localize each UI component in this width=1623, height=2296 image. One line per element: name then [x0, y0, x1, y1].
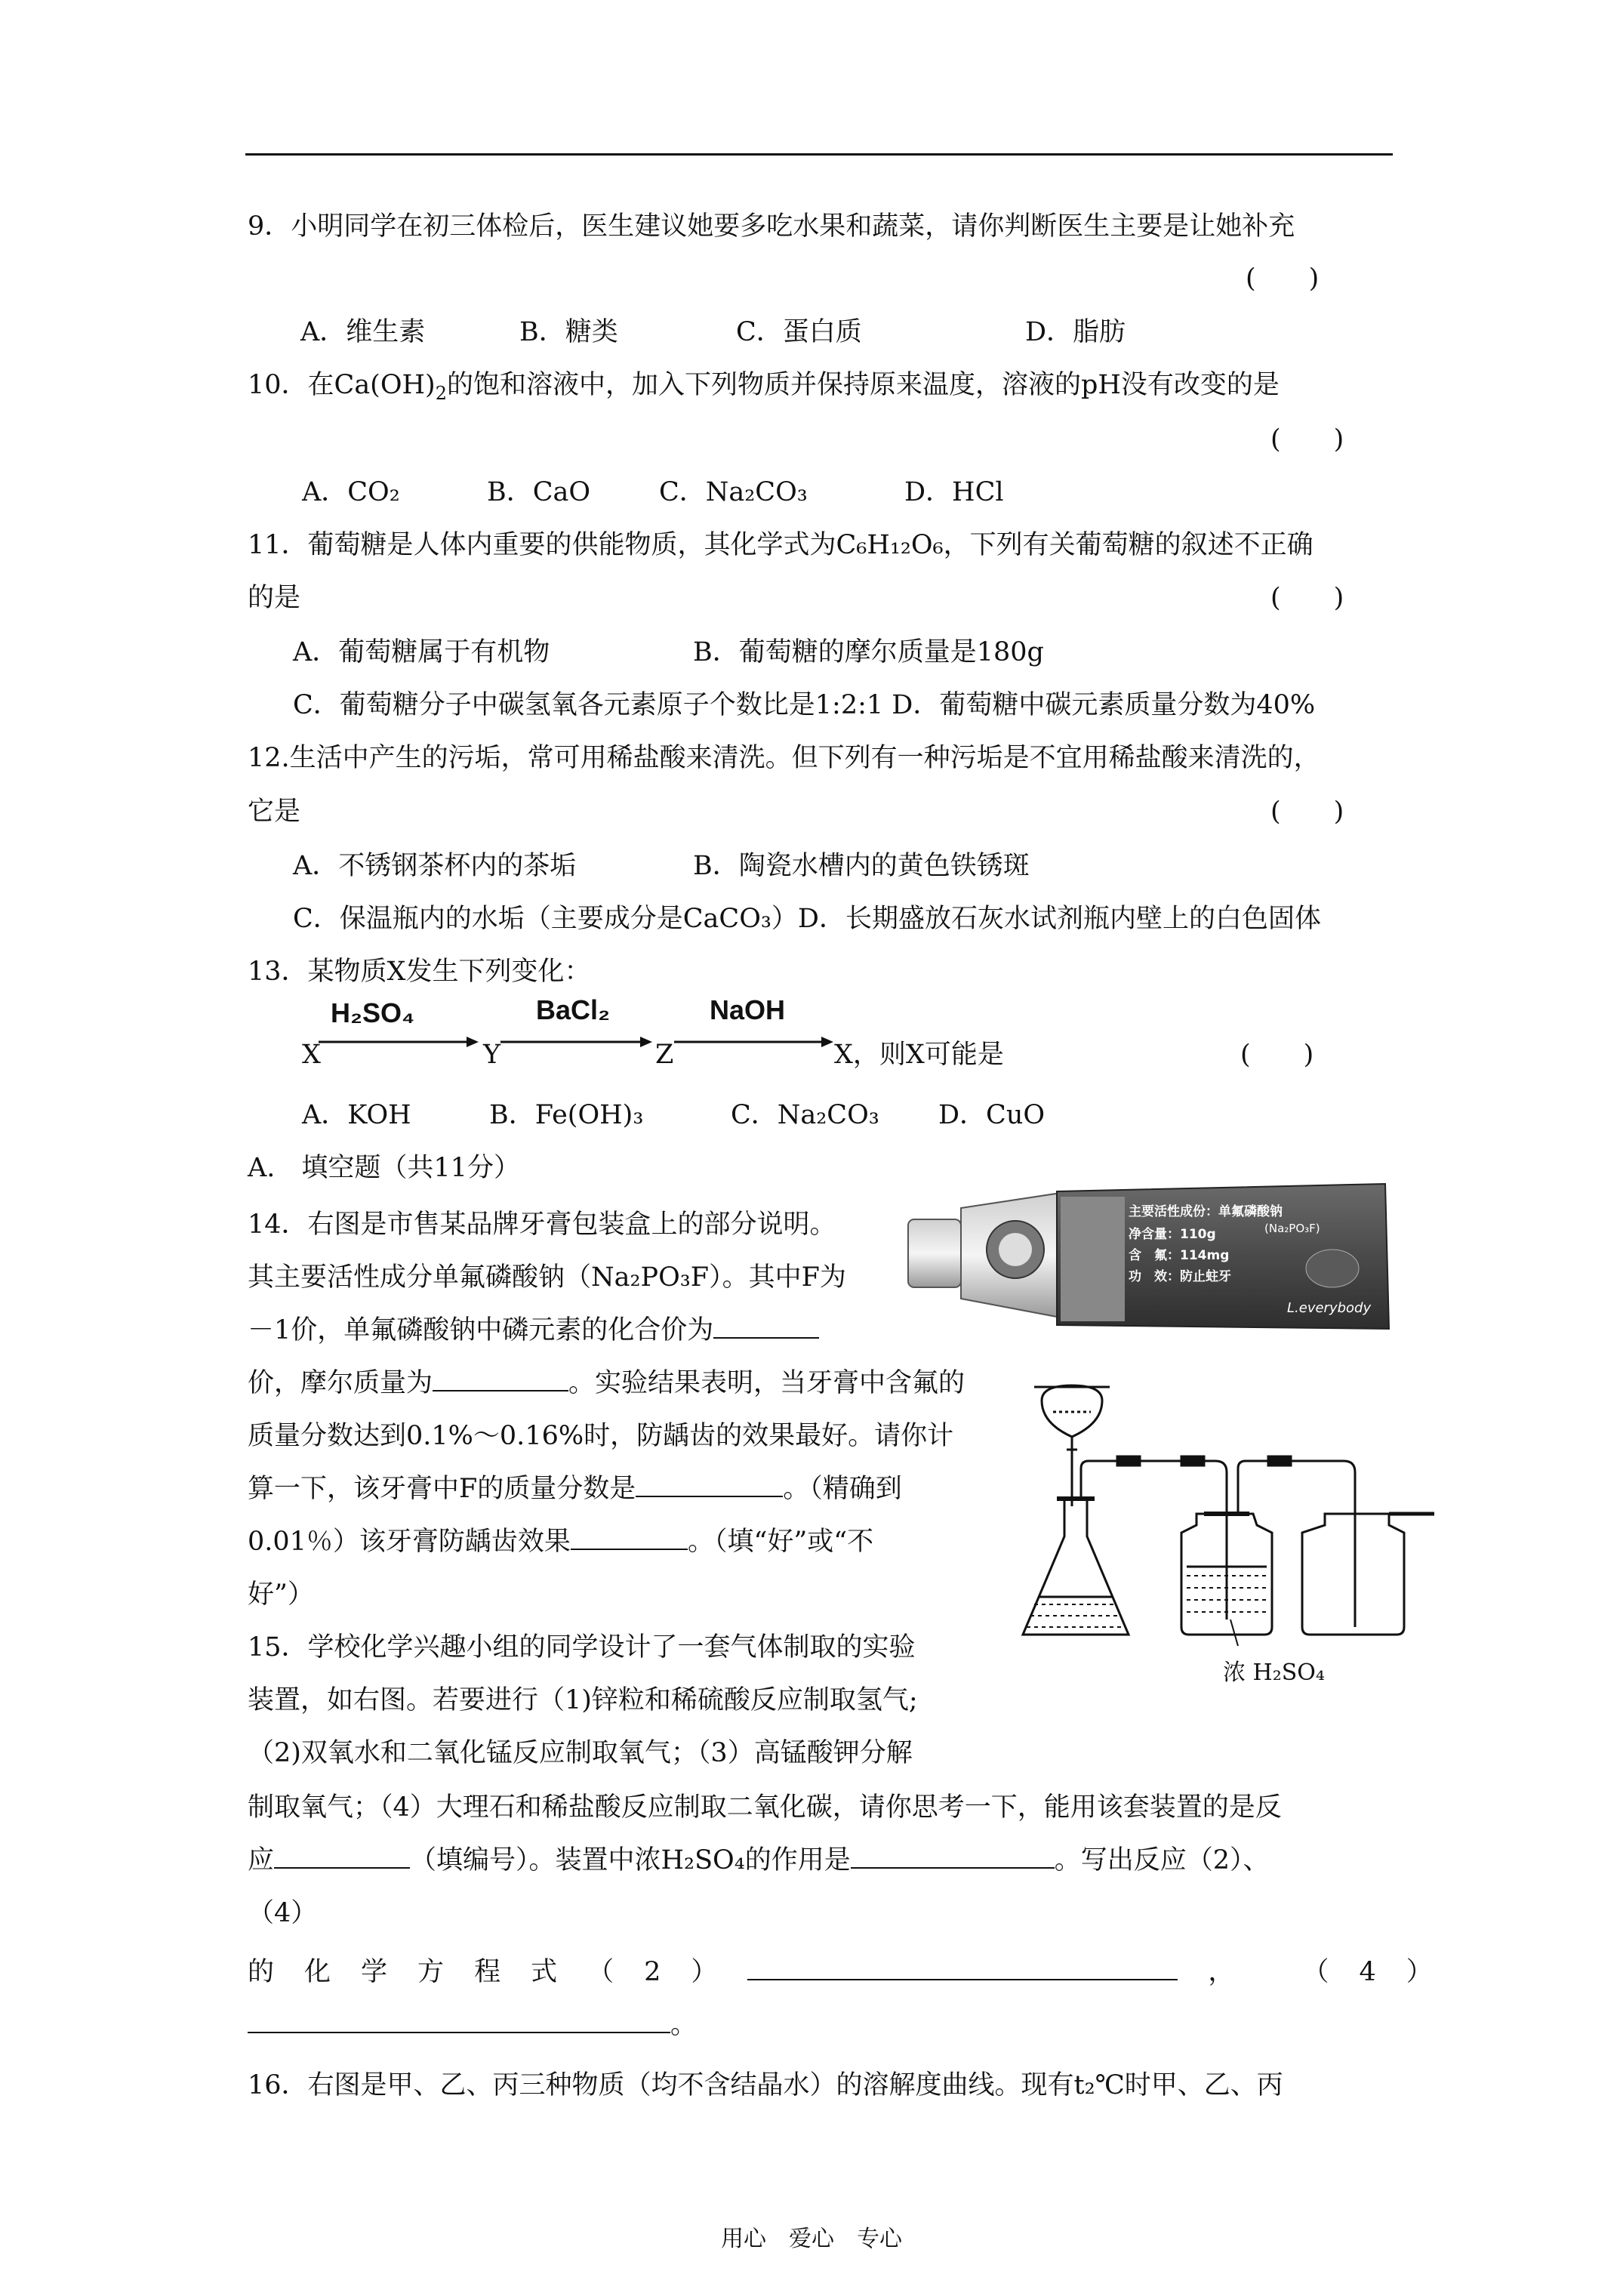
q9-stem: 9．小明同学在初三体检后，医生建议她要多吃水果和蔬菜，请你判断医生主要是让她补充: [248, 211, 1295, 242]
q10-answer-paren: ( ): [1270, 424, 1344, 455]
q13-chain-end: X，则X可能是: [834, 1040, 1004, 1070]
toothpaste-label-ingredient: 主要活性成份：单氟磷酸钠: [1129, 1204, 1283, 1219]
section-title: A. 填空题（共11分）: [248, 1153, 520, 1183]
q14-blank-effect[interactable]: [571, 1526, 688, 1550]
q13-option-b: B．Fe(OH)₃: [489, 1100, 644, 1130]
q15-blank-h2so4-role[interactable]: [851, 1845, 1055, 1869]
q12-option-b: B．陶瓷水槽内的黄色铁锈斑: [693, 851, 1030, 881]
q12-answer-paren: ( ): [1270, 797, 1344, 827]
q15-line-6: （4）: [248, 1898, 318, 1928]
q12-option-cd: C．保温瓶内的水垢（主要成分是CaCO₃）D．长期盛放石灰水试剂瓶内壁上的白色固体: [293, 904, 1321, 934]
header-rule: [245, 153, 1393, 156]
q14-line-6: 算一下，该牙膏中F的质量分数是 。（精确到: [248, 1474, 902, 1504]
q11-option-b: B．葡萄糖的摩尔质量是180g: [693, 637, 1044, 667]
q15-line-1: 15．学校化学兴趣小组的同学设计了一套气体制取的实验: [248, 1632, 916, 1663]
q9-answer-paren: ( ): [1246, 264, 1320, 294]
q15-line-2: 装置，如右图。若要进行（1)锌粒和稀硫酸反应制取氢气;: [248, 1685, 918, 1715]
toothpaste-label-effect: 功 效：防止蛀牙: [1129, 1269, 1231, 1284]
q12-stem-2: 它是: [248, 797, 301, 827]
q10-option-a: A．CO₂: [302, 477, 400, 507]
toothpaste-label-fluorine: 含 氟：114mg: [1129, 1248, 1230, 1263]
q13-option-a: A．KOH: [302, 1100, 411, 1130]
q12-stem: 12.生活中产生的污垢，常可用稀盐酸来清洗。但下列有一种污垢是不宜用稀盐酸来清洗的，: [248, 743, 1320, 773]
q9-option-c: C．蛋白质: [736, 317, 862, 347]
toothpaste-label-formula: (Na₂PO₃F): [1264, 1222, 1320, 1235]
q14-blank-fluorine-fraction[interactable]: [636, 1473, 783, 1497]
toothpaste-brand: L.everybody: [1287, 1300, 1372, 1316]
q13-reagent-2: BaCl₂: [536, 994, 611, 1025]
q13-chain-z: Z: [655, 1040, 674, 1070]
q15-blank-equation-4[interactable]: [248, 2009, 670, 2033]
q13-answer-paren: ( ): [1240, 1040, 1314, 1070]
q13-option-d: D．CuO: [938, 1100, 1046, 1130]
q14-line-3: －1价，单氟磷酸钠中磷元素的化合价为: [248, 1314, 819, 1347]
q14-line-4: 价，摩尔质量为 。实验结果表明，当牙膏中含氟的: [248, 1368, 965, 1398]
q13-reagent-3: NaOH: [710, 994, 786, 1025]
q15-blank-reaction-number[interactable]: [274, 1845, 410, 1869]
q11-answer-paren: ( ): [1270, 583, 1344, 613]
q11-stem: 11．葡萄糖是人体内重要的供能物质，其化学式为C₆H₁₂O₆，下列有关葡萄糖的叙述不正确: [248, 530, 1313, 560]
q10-option-b: B．CaO: [487, 477, 591, 507]
q14-line-1: 14．右图是市售某品牌牙膏包装盒上的部分说明。: [248, 1210, 836, 1240]
q13-chain-x: X: [302, 1040, 321, 1070]
gas-apparatus-diagram: [1012, 1378, 1442, 1665]
q10-option-d: D．HCl: [904, 477, 1004, 507]
q14-blank-molar-mass[interactable]: [433, 1367, 568, 1391]
q14-line-5: 质量分数达到0.1%～0.16%时，防龋齿的效果最好。请你计: [248, 1421, 954, 1451]
q11-option-cd: C．葡萄糖分子中碳氢氧各元素原子个数比是1:2:1 D．葡萄糖中碳元素质量分数为40%: [293, 690, 1316, 720]
q15-line-3: （2)双氧水和二氧化锰反应制取氧气；（3）高锰酸钾分解: [248, 1738, 913, 1768]
q13-chain-y: Y: [483, 1040, 501, 1070]
q13-reaction-arrows: [317, 1028, 845, 1051]
toothpaste-label-net: 净含量：110g: [1129, 1227, 1216, 1242]
q14-blank-valence[interactable]: [713, 1314, 819, 1339]
q15-blank-equation-2[interactable]: [747, 1956, 1178, 1980]
q10-option-c: C．Na₂CO₃: [659, 477, 808, 507]
q15-line-7: 的 化 学 方 程 式 （ 2 ） ， （ 4 ）: [248, 1957, 1433, 1987]
q10-stem: 10．在$Ca(OH)_2$的饱和溶液中，加入下列物质并保持原来温度，溶液的pH没有改变的是: [248, 370, 1280, 404]
q14-line-2: 其主要活性成分单氟磷酸钠（Na₂PO₃F）。其中F为: [248, 1262, 846, 1293]
apparatus-caption: 浓 H₂SO₄: [1223, 1660, 1325, 1686]
q15-line-8: 。: [248, 2008, 697, 2042]
q9-option-a: A．维生素: [300, 317, 426, 347]
q14-line-7: 0.01％）该牙膏防龋齿效果 。（填“好”或“不: [248, 1527, 874, 1557]
page-footer: 用心 爱心 专心: [721, 2226, 902, 2252]
toothpaste-package-image: [902, 1178, 1393, 1351]
q12-option-a: A．不锈钢茶杯内的茶垢: [293, 851, 577, 881]
q9-option-b: B．糖类: [519, 317, 618, 347]
q14-line-8: 好”）: [248, 1579, 314, 1610]
q15-line-5: 应 （填编号）。装置中浓H₂SO₄的作用是 。写出反应（2）、: [248, 1845, 1270, 1875]
q11-stem-2: 的是: [248, 583, 301, 613]
q16-line-1: 16．右图是甲、乙、丙三种物质（均不含结晶水）的溶解度曲线。现有t₂℃时甲、乙、丙: [248, 2070, 1283, 2100]
q15-line-4: 制取氧气；（4）大理石和稀盐酸反应制取二氧化碳，请你思考一下，能用该套装置的是反: [248, 1792, 1282, 1823]
q11-option-a: A．葡萄糖属于有机物: [293, 637, 550, 667]
q13-stem: 13．某物质X发生下列变化：: [248, 957, 591, 987]
q9-option-d: D．脂肪: [1025, 317, 1126, 347]
q13-reagent-1: H₂SO₄: [331, 997, 415, 1028]
q13-option-c: C．Na₂CO₃: [731, 1100, 879, 1130]
